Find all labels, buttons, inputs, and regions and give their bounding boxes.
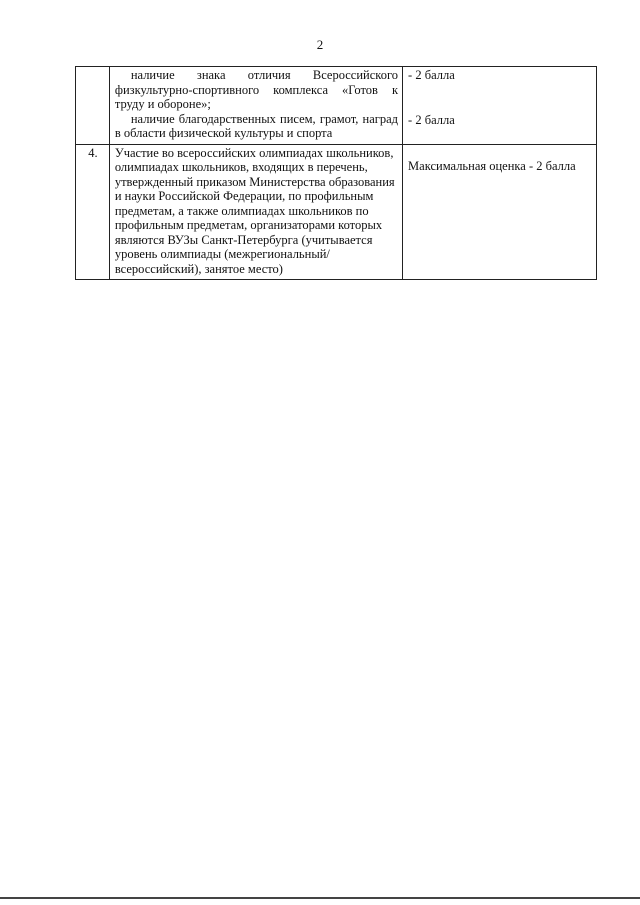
criteria-table (75, 66, 597, 280)
score-spacer (408, 83, 592, 113)
score-cell (403, 144, 597, 280)
score-cell (403, 67, 597, 145)
page-number: 2 (316, 37, 324, 52)
criterion-sport-awards: наличие благодарственных писем, грамот, наград в области физической культуры и спорта (114, 111, 399, 140)
criterion-gto-badge: наличие знака отличия Всероссийского физкультурно-спортивного комплекса «Готов к труду и обороне»; (114, 68, 399, 111)
row-number-cell: 4. (76, 144, 110, 280)
scan-edge-line (0, 897, 640, 899)
description-cell (109, 67, 402, 145)
table-row (76, 144, 597, 280)
score-gto-badge: - 2 балла (408, 68, 455, 82)
row-number-cell (76, 67, 110, 145)
description-cell: Участие во всероссийских олимпиадах школьников, олимпиадах школьников, входящих в перечень, утвержденный приказом Министерства образования и науки Российской Федерации, по профильным предметам, а также олимпиадах школьников по профильным предметам, организаторами которых являются ВУЗы Санкт-Петербурга (учитывается уровень олимпиады (межрегиональный/всероссийский), занятое место) (109, 144, 402, 280)
table-row (76, 67, 597, 145)
score-sport-awards: - 2 балла (408, 112, 455, 127)
max-score-text: Максимальная оценка - 2 балла (408, 158, 576, 173)
